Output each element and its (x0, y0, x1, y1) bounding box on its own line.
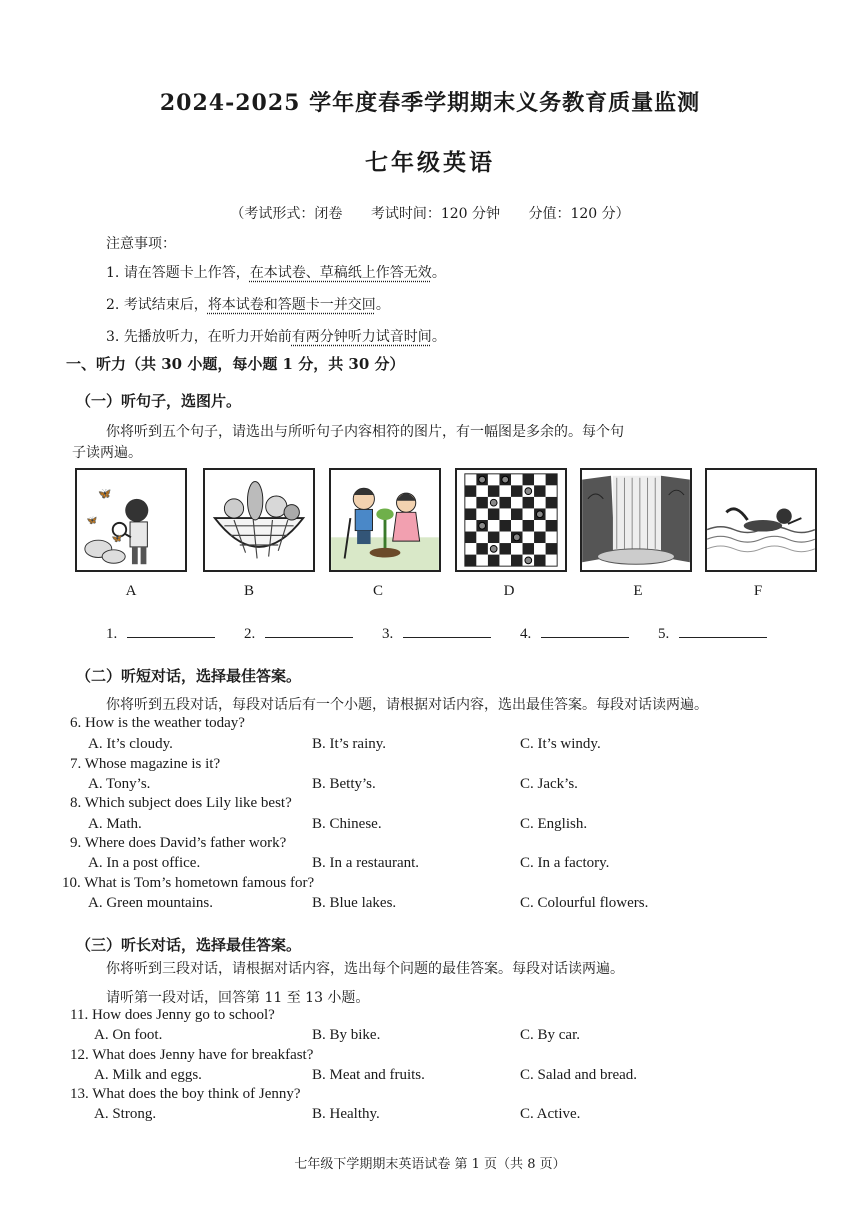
question-13: 13. What does the boy think of Jenny? (70, 1086, 301, 1102)
option-9a: A. In a post office. (88, 855, 201, 871)
option-7c: C. Jack’s. (520, 776, 578, 792)
note-item-3: 3. 先播放听力，在听力开始前有两分钟听力试音时间。 (106, 329, 446, 345)
chessboard-icon (457, 470, 565, 570)
answer-blank-3[interactable]: 3. (382, 624, 491, 643)
part1-instructions-line1: 你将听到五个句子，请选出与所听句子内容相符的图片，有一幅图是多余的。每个句 (106, 424, 624, 440)
option-11b: B. By bike. (312, 1027, 381, 1043)
option-13b: B. Healthy. (312, 1106, 380, 1122)
exam-info (0, 203, 860, 223)
option-10a: A. Green mountains. (88, 895, 213, 911)
picture-label-a: A (125, 583, 137, 599)
note-item-2: 2. 考试结束后，将本试卷和答题卡一并交回。 (106, 297, 390, 313)
option-10c: C. Colourful flowers. (520, 895, 649, 911)
picture-label-d: D (503, 583, 515, 599)
exam-score: 分值：120 分） (528, 206, 630, 222)
picture-label-e: E (633, 583, 643, 599)
answer-blank-1[interactable]: 1. (106, 624, 215, 643)
option-8a: A. Math. (88, 816, 142, 832)
picture-e (580, 468, 692, 572)
page-footer: 七年级下学期期末英语试卷 第 1 页（共 8 页） (294, 1157, 566, 1172)
svg-text:🦋: 🦋 (111, 534, 123, 545)
picture-label-f: F (753, 583, 763, 599)
option-9b: B. In a restaurant. (312, 855, 420, 871)
picture-label-b: B (243, 583, 254, 599)
option-8c: C. English. (520, 816, 588, 832)
picture-f (705, 468, 817, 572)
answer-blank-5[interactable]: 5. (658, 624, 767, 643)
exam-title: 2024-2025 学年度春季学期期末义务教育质量监测 (159, 90, 701, 116)
part3-sub-instruction: 请听第一段对话，回答第 11 至 13 小题。 (106, 990, 370, 1006)
part2-heading: （二）听短对话，选择最佳答案。 (76, 667, 302, 685)
question-6: 6. How is the weather today? (70, 715, 245, 731)
option-8b: B. Chinese. (312, 816, 382, 832)
question-12: 12. What does Jenny have for breakfast? (70, 1047, 314, 1063)
children-planting-tree-icon (331, 470, 439, 570)
option-6b: B. It’s rainy. (312, 736, 387, 752)
part2-instructions: 你将听到五段对话，每段对话后有一个小题，请根据对话内容，选出最佳答案。每段对话读两遍。 (106, 697, 708, 713)
part3-heading: （三）听长对话，选择最佳答案。 (76, 936, 302, 954)
picture-c (329, 468, 441, 572)
question-10: 10. What is Tom’s hometown famous for? (62, 875, 315, 891)
question-11: 11. How does Jenny go to school? (70, 1007, 275, 1023)
option-7b: B. Betty’s. (312, 776, 376, 792)
picture-d (455, 468, 567, 572)
svg-text:🦋: 🦋 (98, 487, 112, 500)
option-11c: C. By car. (520, 1027, 580, 1043)
option-12c: C. Salad and bread. (520, 1067, 638, 1083)
option-12a: A. Milk and eggs. (94, 1067, 202, 1083)
question-8: 8. Which subject does Lily like best? (70, 795, 292, 811)
vegetable-basket-icon (205, 470, 313, 570)
option-13c: C. Active. (520, 1106, 581, 1122)
option-11a: A. On foot. (94, 1027, 163, 1043)
answer-blank-4[interactable]: 4. (520, 624, 629, 643)
svg-text:🦋: 🦋 (86, 515, 98, 526)
picture-label-c: C (372, 583, 383, 599)
question-9: 9. Where does David’s father work? (70, 835, 287, 851)
exam-time: 考试时间：120 分钟 (370, 206, 500, 222)
answer-blank-2[interactable]: 2. (244, 624, 353, 643)
notes-heading: 注意事项： (106, 236, 176, 252)
picture-b (203, 468, 315, 572)
boy-magnifier-butterflies-icon (77, 470, 185, 570)
option-6a: A. It’s cloudy. (88, 736, 173, 752)
option-12b: B. Meat and fruits. (312, 1067, 425, 1083)
section-listening-heading: 一、听力（共 30 小题，每小题 1 分，共 30 分） (66, 355, 405, 373)
part3-instructions: 你将听到三段对话，请根据对话内容，选出每个问题的最佳答案。每段对话读两遍。 (106, 961, 624, 977)
exam-form: （考试形式：闭卷 (230, 206, 343, 222)
picture-a (75, 468, 187, 572)
exam-subtitle: 七年级英语 (365, 149, 495, 176)
option-7a: A. Tony’s. (88, 776, 151, 792)
waterfall-icon (582, 470, 690, 570)
option-9c: C. In a factory. (520, 855, 610, 871)
option-10b: B. Blue lakes. (312, 895, 397, 911)
swimmer-icon (707, 470, 815, 570)
part1-heading: （一）听句子，选图片。 (76, 392, 242, 410)
option-13a: A. Strong. (94, 1106, 157, 1122)
part1-instructions-line2: 子读两遍。 (72, 445, 142, 461)
question-7: 7. Whose magazine is it? (70, 756, 221, 772)
option-6c: C. It’s windy. (520, 736, 601, 752)
note-item-1: 1. 请在答题卡上作答，在本试卷、草稿纸上作答无效。 (106, 265, 446, 281)
